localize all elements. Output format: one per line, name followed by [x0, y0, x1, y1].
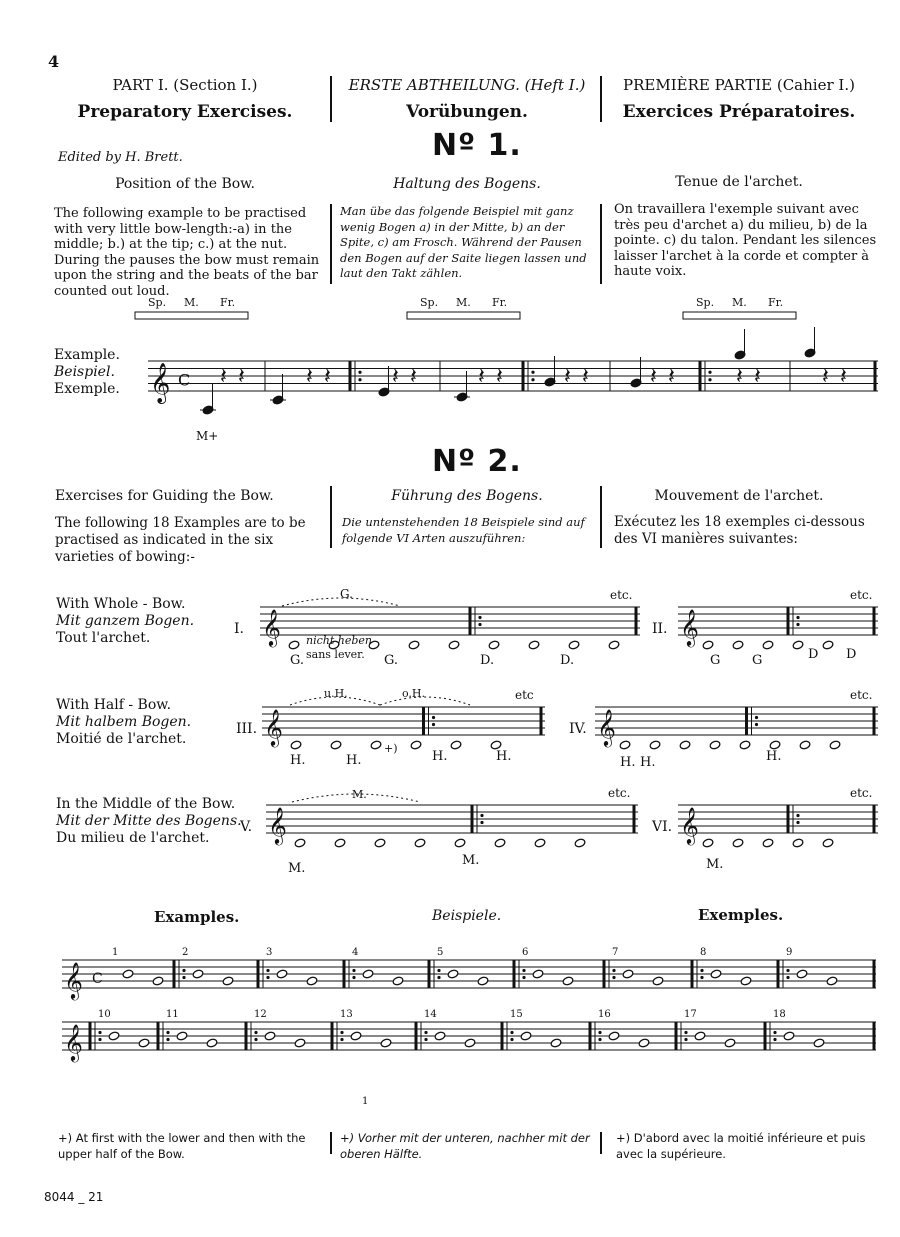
rest-icon: 𝄽 [410, 363, 417, 390]
rest-icon: 𝄽 [564, 363, 571, 390]
treble-clef-icon: 𝄞 [268, 806, 288, 844]
roman-numeral: IV. [569, 721, 587, 737]
note-head [796, 969, 808, 979]
page-title-fr: Exercices Préparatoires. [622, 102, 856, 122]
note-head [724, 1038, 736, 1048]
etc-label: etc. [850, 786, 873, 800]
repeat-dot [424, 1031, 427, 1034]
part-label-fr: PREMIÈRE PARTIE (Cahier I.) [623, 76, 855, 94]
instructions-en-2: The following 18 Examples are to be practised as indicated in the six varieties of bowing:- [55, 515, 306, 565]
etc-label: etc. [608, 786, 631, 800]
example-number: 14 [424, 1009, 437, 1020]
note-head [568, 640, 580, 650]
note-head [792, 640, 804, 650]
note-head [380, 1038, 392, 1048]
time-signature: C [178, 370, 191, 390]
variety-label-fr: Moitié de l'archet. [56, 731, 187, 747]
note-head [679, 740, 691, 750]
repeat-dot [773, 1031, 776, 1034]
bowing-mark-m: M. [352, 788, 367, 801]
note-head [108, 1031, 120, 1041]
note-head [622, 969, 634, 979]
repeat-dot [684, 1038, 687, 1041]
rest-icon: 𝄽 [840, 363, 847, 390]
note-head [638, 1038, 650, 1048]
repeat-dot [166, 1038, 169, 1041]
note-head [829, 740, 841, 750]
rest-icon: 𝄽 [238, 363, 245, 390]
repeat-dot [796, 821, 799, 824]
repeat-dot [708, 378, 711, 381]
bowing-mark-g: G. [340, 587, 353, 601]
note-head [813, 1038, 825, 1048]
bowing-mark-h: H. [290, 753, 306, 768]
subtitle-en-2: Exercises for Guiding the Bow. [55, 488, 274, 504]
repeat-dot [796, 623, 799, 626]
rest-icon: 𝄽 [496, 363, 503, 390]
note-head [392, 976, 404, 986]
example-number: 11 [166, 1009, 179, 1020]
repeat-dot [166, 1031, 169, 1034]
footnote-de: +) Vorher mit der unteren, nachher mit der oberen Hälfte. [340, 1131, 590, 1161]
note-head [739, 740, 751, 750]
example-number: 5 [437, 947, 444, 958]
example-number: 3 [266, 947, 273, 958]
instructions-de-2: Die untenstehenden 18 Beispiele sind auf folgende VI Arten auszuführen: [342, 515, 585, 545]
etc-label: etc. [850, 688, 873, 702]
repeat-dot [358, 378, 361, 381]
roman-numeral: I. [234, 621, 244, 637]
example-label-fr: Exemple. [54, 381, 120, 397]
note-head [550, 1038, 562, 1048]
repeat-dot [266, 969, 269, 972]
treble-clef-icon: 𝄞 [64, 961, 84, 999]
rest-icon: 𝄽 [582, 363, 589, 390]
treble-clef-icon: 𝄞 [264, 708, 284, 746]
example-number: 10 [98, 1009, 111, 1020]
note-head [534, 838, 546, 848]
treble-clef-icon: 𝄞 [680, 806, 700, 844]
column-divider [330, 1132, 332, 1154]
example-label-en: Example. [54, 347, 120, 363]
page-title-en: Preparatory Exercises. [77, 102, 293, 122]
repeat-dot [432, 723, 435, 726]
repeat-dot [480, 814, 483, 817]
note-head [608, 640, 620, 650]
note-head [520, 1031, 532, 1041]
note-head [710, 969, 722, 979]
repeat-dot [340, 1031, 343, 1034]
bowing-mark-h: H. [496, 749, 512, 764]
treble-clef-icon: 𝄞 [262, 608, 282, 646]
repeat-dot [510, 1038, 513, 1041]
note-head [732, 838, 744, 848]
bowing-mark-m: M. [288, 861, 306, 876]
bow-diagram [135, 312, 248, 319]
fingering-number: 1 [362, 1096, 369, 1107]
note-head [477, 976, 489, 986]
bow-mark-frog: Fr. [220, 296, 236, 309]
instructions-fr-2: Exécutez les 18 exemples ci-dessous des VI manières suivantes: [614, 514, 865, 547]
note-head [454, 838, 466, 848]
bowing-mark-g: G [710, 653, 721, 668]
repeat-dot [266, 976, 269, 979]
bow-mark-frog: Fr. [492, 296, 508, 309]
note-head [447, 969, 459, 979]
example-number: 8 [700, 947, 707, 958]
note-head [206, 1038, 218, 1048]
note-head [783, 1031, 795, 1041]
page-title-de: Vorübungen. [406, 102, 528, 122]
repeat-dot [612, 976, 615, 979]
example-number: 9 [786, 947, 793, 958]
bowing-mark-h: H. [620, 755, 636, 770]
bowing-note-de: nicht heben [306, 634, 372, 647]
repeat-dot [254, 1031, 257, 1034]
note-head [264, 1031, 276, 1041]
repeat-dot [182, 976, 185, 979]
note-head [450, 740, 462, 750]
bowing-mark-h: H. [640, 755, 656, 770]
note-head [488, 640, 500, 650]
note-head [762, 640, 774, 650]
repeat-dot [598, 1038, 601, 1041]
note-head [374, 838, 386, 848]
roman-numeral: III. [236, 721, 258, 737]
bowing-mark-h: H. [766, 749, 782, 764]
repeat-dot [612, 969, 615, 972]
instructions-fr-1: On travaillera l'exemple suivant avec très peu d'archet a) du milieu, b) de la pointe. c) du talon. Pendant les silences laisser l'archet à la corde et compter à haute voix. [614, 202, 877, 279]
repeat-dot [352, 969, 355, 972]
repeat-dot [478, 616, 481, 619]
note-head [138, 1038, 150, 1048]
rest-icon: 𝄽 [392, 363, 399, 390]
rest-icon: 𝄽 [650, 363, 657, 390]
note-head [649, 740, 661, 750]
bowing-mark-g: G [752, 653, 763, 668]
note-head [702, 838, 714, 848]
bow-mark-middle: M. [456, 296, 471, 309]
roman-numeral: VI. [652, 819, 673, 835]
note-head [528, 640, 540, 650]
note-head [608, 1031, 620, 1041]
instructions-en-1: The following example to be practised with very little bow-length:-a) in the middle; b.) at the tip; c.) at the nut. During the pauses the bow must remain upon the string and the beats of the bar counted out loud. [54, 206, 320, 299]
note-head [152, 976, 164, 986]
subtitle-de-1: Haltung des Bogens. [393, 176, 541, 192]
bowing-mark-h: H. [432, 749, 448, 764]
note-head [192, 969, 204, 979]
note-head [732, 640, 744, 650]
variety-label-en: With Half - Bow. [56, 697, 172, 713]
note-head [702, 640, 714, 650]
bowing-mark-g: G. [384, 653, 399, 668]
bowing-mark-m: M. [706, 857, 724, 872]
rest-icon: 𝄽 [736, 363, 743, 390]
variety-label-en: In the Middle of the Bow. [56, 796, 236, 812]
roman-numeral: V. [240, 819, 253, 835]
repeat-dot [480, 821, 483, 824]
bowing-note-fr: sans lever. [306, 648, 365, 661]
variety-label-de: Mit halbem Bogen. [56, 714, 192, 730]
example-label-de: Beispiel. [54, 364, 115, 380]
repeat-dot [684, 1031, 687, 1034]
repeat-dot [598, 1031, 601, 1034]
treble-clef-icon: 𝄞 [150, 363, 171, 403]
repeat-dot [522, 976, 525, 979]
footnote-en: +) At first with the lower and then with the upper half of the Bow. [58, 1131, 306, 1161]
example-number: 15 [510, 1009, 523, 1020]
bowing-mark-d: D. [480, 653, 495, 668]
bow-mark-middle: M. [732, 296, 747, 309]
variety-label-fr: Du milieu de l'archet. [56, 830, 210, 846]
etc-label: etc [515, 688, 534, 702]
bowing-mark-g: G. [290, 653, 305, 668]
note-head [822, 838, 834, 848]
example-number: 1 [112, 947, 119, 958]
note-head [350, 1031, 362, 1041]
note-head [222, 976, 234, 986]
note-head [276, 969, 288, 979]
examples-heading-de: Beispiele. [432, 908, 502, 924]
repeat-dot [478, 623, 481, 626]
bow-mark-tip: Sp. [696, 296, 715, 309]
note-head [826, 976, 838, 986]
bow-mark-middle: M. [184, 296, 199, 309]
example-number: 16 [598, 1009, 611, 1020]
bowing-mark-d: D. [560, 653, 575, 668]
subtitle-en-1: Position of the Bow. [115, 176, 255, 192]
bowing-mark-m: M. [462, 853, 480, 868]
staves-layer [62, 296, 878, 1107]
rest-icon: 𝄽 [324, 363, 331, 390]
rest-icon: 𝄽 [754, 363, 761, 390]
note-head [740, 976, 752, 986]
treble-clef-icon: 𝄞 [64, 1023, 84, 1061]
note-head [330, 740, 342, 750]
note-head [792, 838, 804, 848]
note-head [762, 838, 774, 848]
example-number: 18 [773, 1009, 786, 1020]
repeat-dot [510, 1031, 513, 1034]
example-number: 13 [340, 1009, 353, 1020]
rest-icon: 𝄽 [478, 363, 485, 390]
roman-numeral: II. [652, 621, 668, 637]
repeat-dot [755, 716, 758, 719]
footnote-fr: +) D'abord avec la moitié inférieure et puis avec la supérieure. [616, 1131, 866, 1161]
note-head [334, 838, 346, 848]
variety-label-en: With Whole - Bow. [56, 596, 186, 612]
variety-label-de: Mit der Mitte des Bogens. [56, 813, 242, 829]
repeat-dot [340, 1038, 343, 1041]
repeat-dot [531, 371, 534, 374]
repeat-dot [352, 976, 355, 979]
repeat-dot [424, 1038, 427, 1041]
subtitle-fr-1: Tenue de l'archet. [675, 174, 803, 190]
repeat-dot [182, 969, 185, 972]
repeat-dot [700, 976, 703, 979]
subtitle-fr-2: Mouvement de l'archet. [654, 488, 824, 504]
note-head [619, 740, 631, 750]
part-label-en: PART I. (Section I.) [112, 76, 258, 94]
example-number: 2 [182, 947, 189, 958]
repeat-dot [98, 1031, 101, 1034]
note-head [464, 1038, 476, 1048]
repeat-dot [773, 1038, 776, 1041]
bowing-mark-uh: u.H. [324, 687, 348, 700]
note-head [176, 1031, 188, 1041]
repeat-dot [522, 969, 525, 972]
note-head [694, 1031, 706, 1041]
example-number: 6 [522, 947, 529, 958]
bow-diagram [683, 312, 796, 319]
note-head [122, 969, 134, 979]
note-head [799, 740, 811, 750]
rest-icon: 𝄽 [220, 363, 227, 390]
variety-label-de: Mit ganzem Bogen. [56, 613, 195, 629]
note-head [532, 969, 544, 979]
repeat-dot [700, 969, 703, 972]
exercise-number-2: Nº 2. [432, 444, 522, 479]
note-head [434, 1031, 446, 1041]
note-head [652, 976, 664, 986]
repeat-dot [437, 976, 440, 979]
footnote-marker: +) [384, 742, 398, 755]
treble-clef-icon: 𝄞 [597, 708, 617, 746]
repeat-dot [432, 716, 435, 719]
repeat-dot [708, 371, 711, 374]
repeat-dot [531, 378, 534, 381]
repeat-dot [98, 1038, 101, 1041]
note-head [306, 976, 318, 986]
note-head [448, 640, 460, 650]
note-head [562, 976, 574, 986]
bowing-mark-oh: o.H. [402, 687, 426, 700]
repeat-dot [796, 814, 799, 817]
note-head [290, 740, 302, 750]
rest-icon: 𝄽 [306, 363, 313, 390]
etc-label: etc. [850, 588, 873, 602]
bow-diagram [407, 312, 520, 319]
bow-mark-tip: Sp. [148, 296, 167, 309]
note-head [370, 740, 382, 750]
editor-credit: Edited by H. Brett. [58, 150, 183, 165]
example-number: 4 [352, 947, 359, 958]
bow-mark-m: M+ [196, 429, 219, 443]
page-number: 4 [48, 52, 60, 71]
note-head [494, 838, 506, 848]
example-number: 7 [612, 947, 619, 958]
bow-mark-tip: Sp. [420, 296, 439, 309]
note-head [408, 640, 420, 650]
rest-icon: 𝄽 [822, 363, 829, 390]
note-head [294, 838, 306, 848]
repeat-dot [755, 723, 758, 726]
part-label-de: ERSTE ABTHEILUNG. (Heft I.) [348, 76, 586, 94]
time-signature: C [92, 971, 103, 987]
repeat-dot [254, 1038, 257, 1041]
repeat-dot [358, 371, 361, 374]
note-head [414, 838, 426, 848]
treble-clef-icon: 𝄞 [680, 608, 700, 646]
note-head [362, 969, 374, 979]
plate-number: 8044 _ 21 [44, 1190, 104, 1204]
subtitle-de-2: Führung des Bogens. [391, 488, 543, 504]
examples-heading-en: Examples. [154, 908, 240, 926]
bow-mark-frog: Fr. [768, 296, 784, 309]
variety-label-fr: Tout l'archet. [56, 630, 151, 646]
repeat-dot [786, 976, 789, 979]
example-number: 12 [254, 1009, 267, 1020]
exercise-number-1: Nº 1. [432, 128, 522, 163]
note-head [574, 838, 586, 848]
column-divider [600, 1132, 602, 1154]
repeat-dot [437, 969, 440, 972]
note-head [294, 1038, 306, 1048]
bowing-mark-d: D [846, 647, 857, 662]
note-head [709, 740, 721, 750]
etc-label: etc. [610, 588, 633, 602]
bowing-mark-d: D [808, 647, 819, 662]
example-number: 17 [684, 1009, 697, 1020]
repeat-dot [786, 969, 789, 972]
note-head [410, 740, 422, 750]
repeat-dot [796, 616, 799, 619]
note-head [288, 640, 300, 650]
instructions-de-1: Man übe das folgende Beispiel mit ganz wenig Bogen a) in der Mitte, b) an der Spite, c) am Frosch. Während der Pausen den Bogen auf der Saite liegen lassen und laut den Takt zählen. [340, 204, 587, 280]
note-head [822, 640, 834, 650]
rest-icon: 𝄽 [668, 363, 675, 390]
examples-heading-fr: Exemples. [698, 906, 784, 924]
bowing-mark-h: H. [346, 753, 362, 768]
